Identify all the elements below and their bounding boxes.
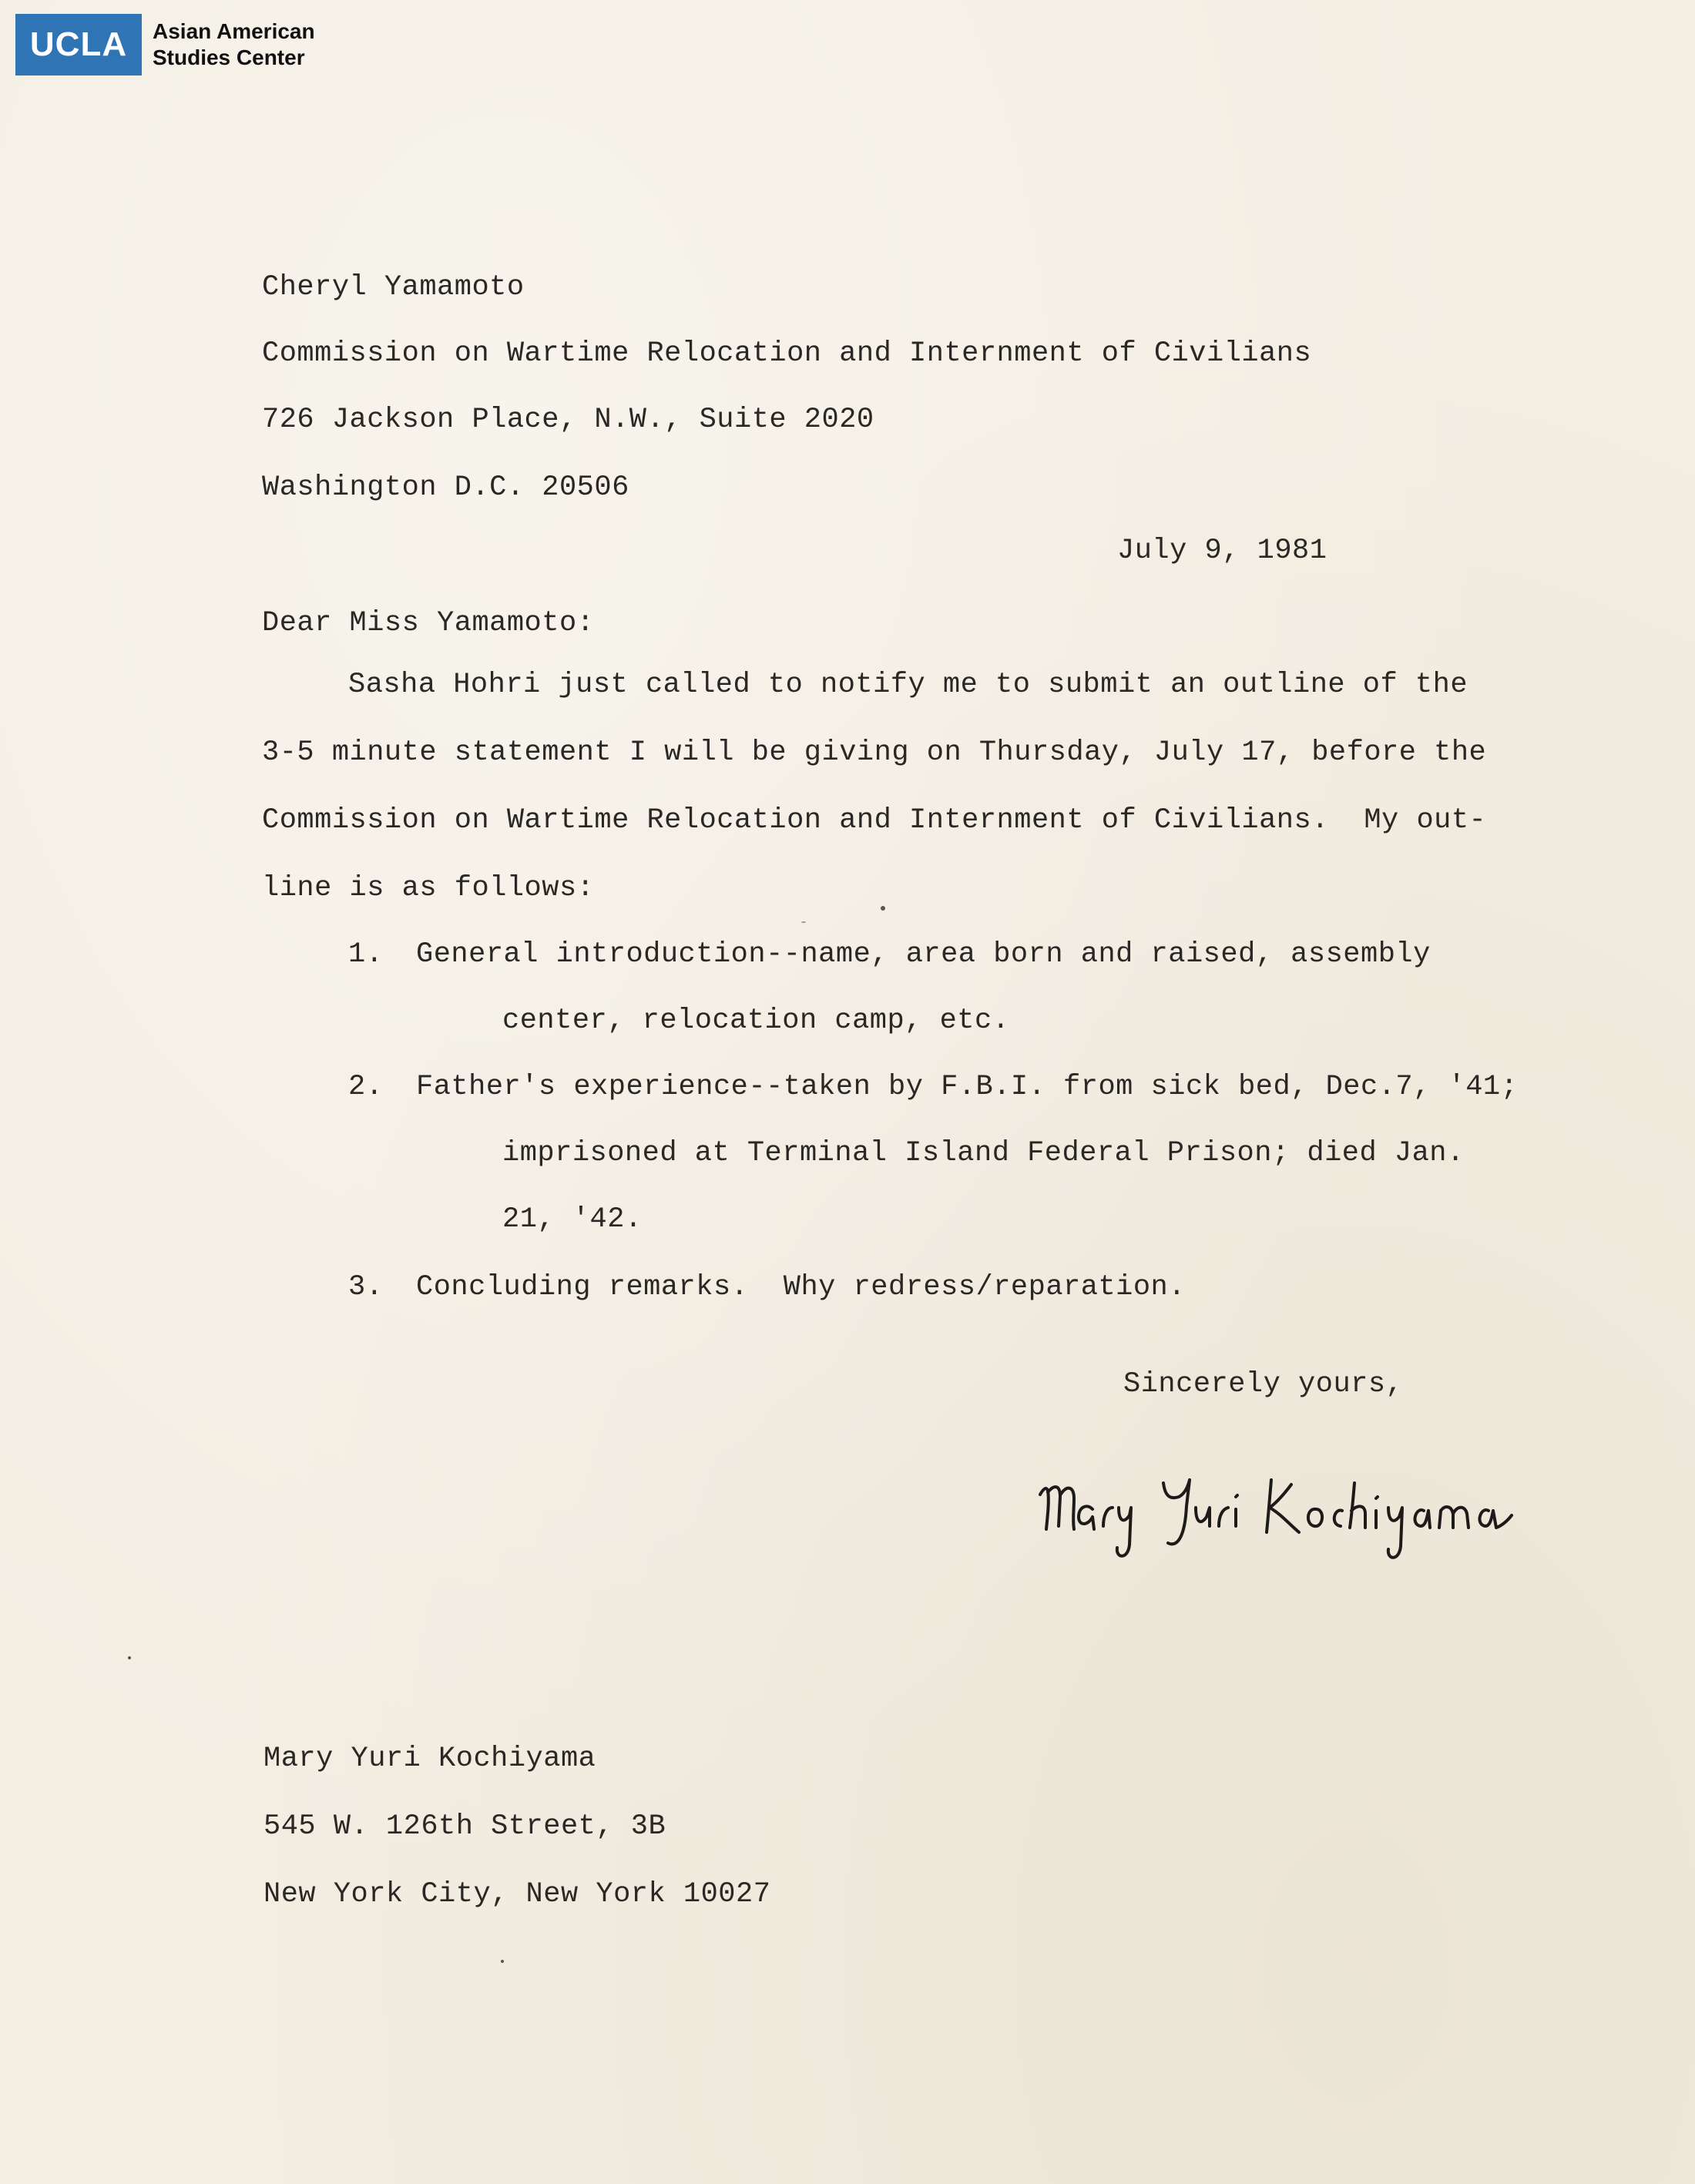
- logo-line-2: Studies Center: [153, 45, 305, 69]
- outline-item-line: Father's experience--taken by F.B.I. from sick bed, Dec.7, '41;: [416, 1071, 1519, 1103]
- closing: Sincerely yours,: [1123, 1368, 1404, 1401]
- sender-street: 545 W. 126th Street, 3B: [263, 1810, 666, 1843]
- outline-item-line: 21, '42.: [502, 1203, 643, 1236]
- logo-line-1: Asian American: [153, 19, 315, 43]
- logo-text: [153, 18, 315, 71]
- salutation: Dear Miss Yamamoto:: [262, 607, 595, 639]
- logo-mark: UCLA: [15, 14, 142, 75]
- paper-speck: [881, 906, 885, 911]
- outline-item-line: General introduction--name, area born and raised, assembly: [416, 938, 1431, 971]
- body-line-1: Sasha Hohri just called to notify me to submit an outline of the: [348, 669, 1468, 701]
- paper-speck: [501, 1960, 504, 1963]
- body-line-4: line is as follows:: [262, 872, 595, 904]
- sender-city: New York City, New York 10027: [263, 1878, 771, 1911]
- recipient-name: Cheryl Yamamoto: [262, 271, 525, 304]
- letter-date: July 9, 1981: [1117, 535, 1327, 567]
- sender-name: Mary Yuri Kochiyama: [263, 1743, 596, 1775]
- handwritten-signature: [1032, 1452, 1549, 1568]
- paper-speck: [801, 921, 806, 923]
- outline-number: 2.: [348, 1071, 384, 1103]
- body-line-3: Commission on Wartime Relocation and Internment of Civilians. My out-: [262, 804, 1487, 837]
- outline-item-line: Concluding remarks. Why redress/reparation.: [416, 1271, 1186, 1303]
- recipient-org: Commission on Wartime Relocation and Internment of Civilians: [262, 337, 1312, 370]
- outline-item-line: imprisoned at Terminal Island Federal Prison; died Jan.: [502, 1137, 1465, 1169]
- ucla-logo: [15, 14, 315, 75]
- outline-number: 1.: [348, 938, 384, 971]
- outline-number: 3.: [348, 1271, 384, 1303]
- body-line-2: 3-5 minute statement I will be giving on Thursday, July 17, before the: [262, 736, 1487, 769]
- recipient-street: 726 Jackson Place, N.W., Suite 2020: [262, 404, 874, 436]
- paper-speck: [128, 1656, 131, 1659]
- recipient-city: Washington D.C. 20506: [262, 471, 629, 504]
- outline-item-line: center, relocation camp, etc.: [502, 1005, 1010, 1037]
